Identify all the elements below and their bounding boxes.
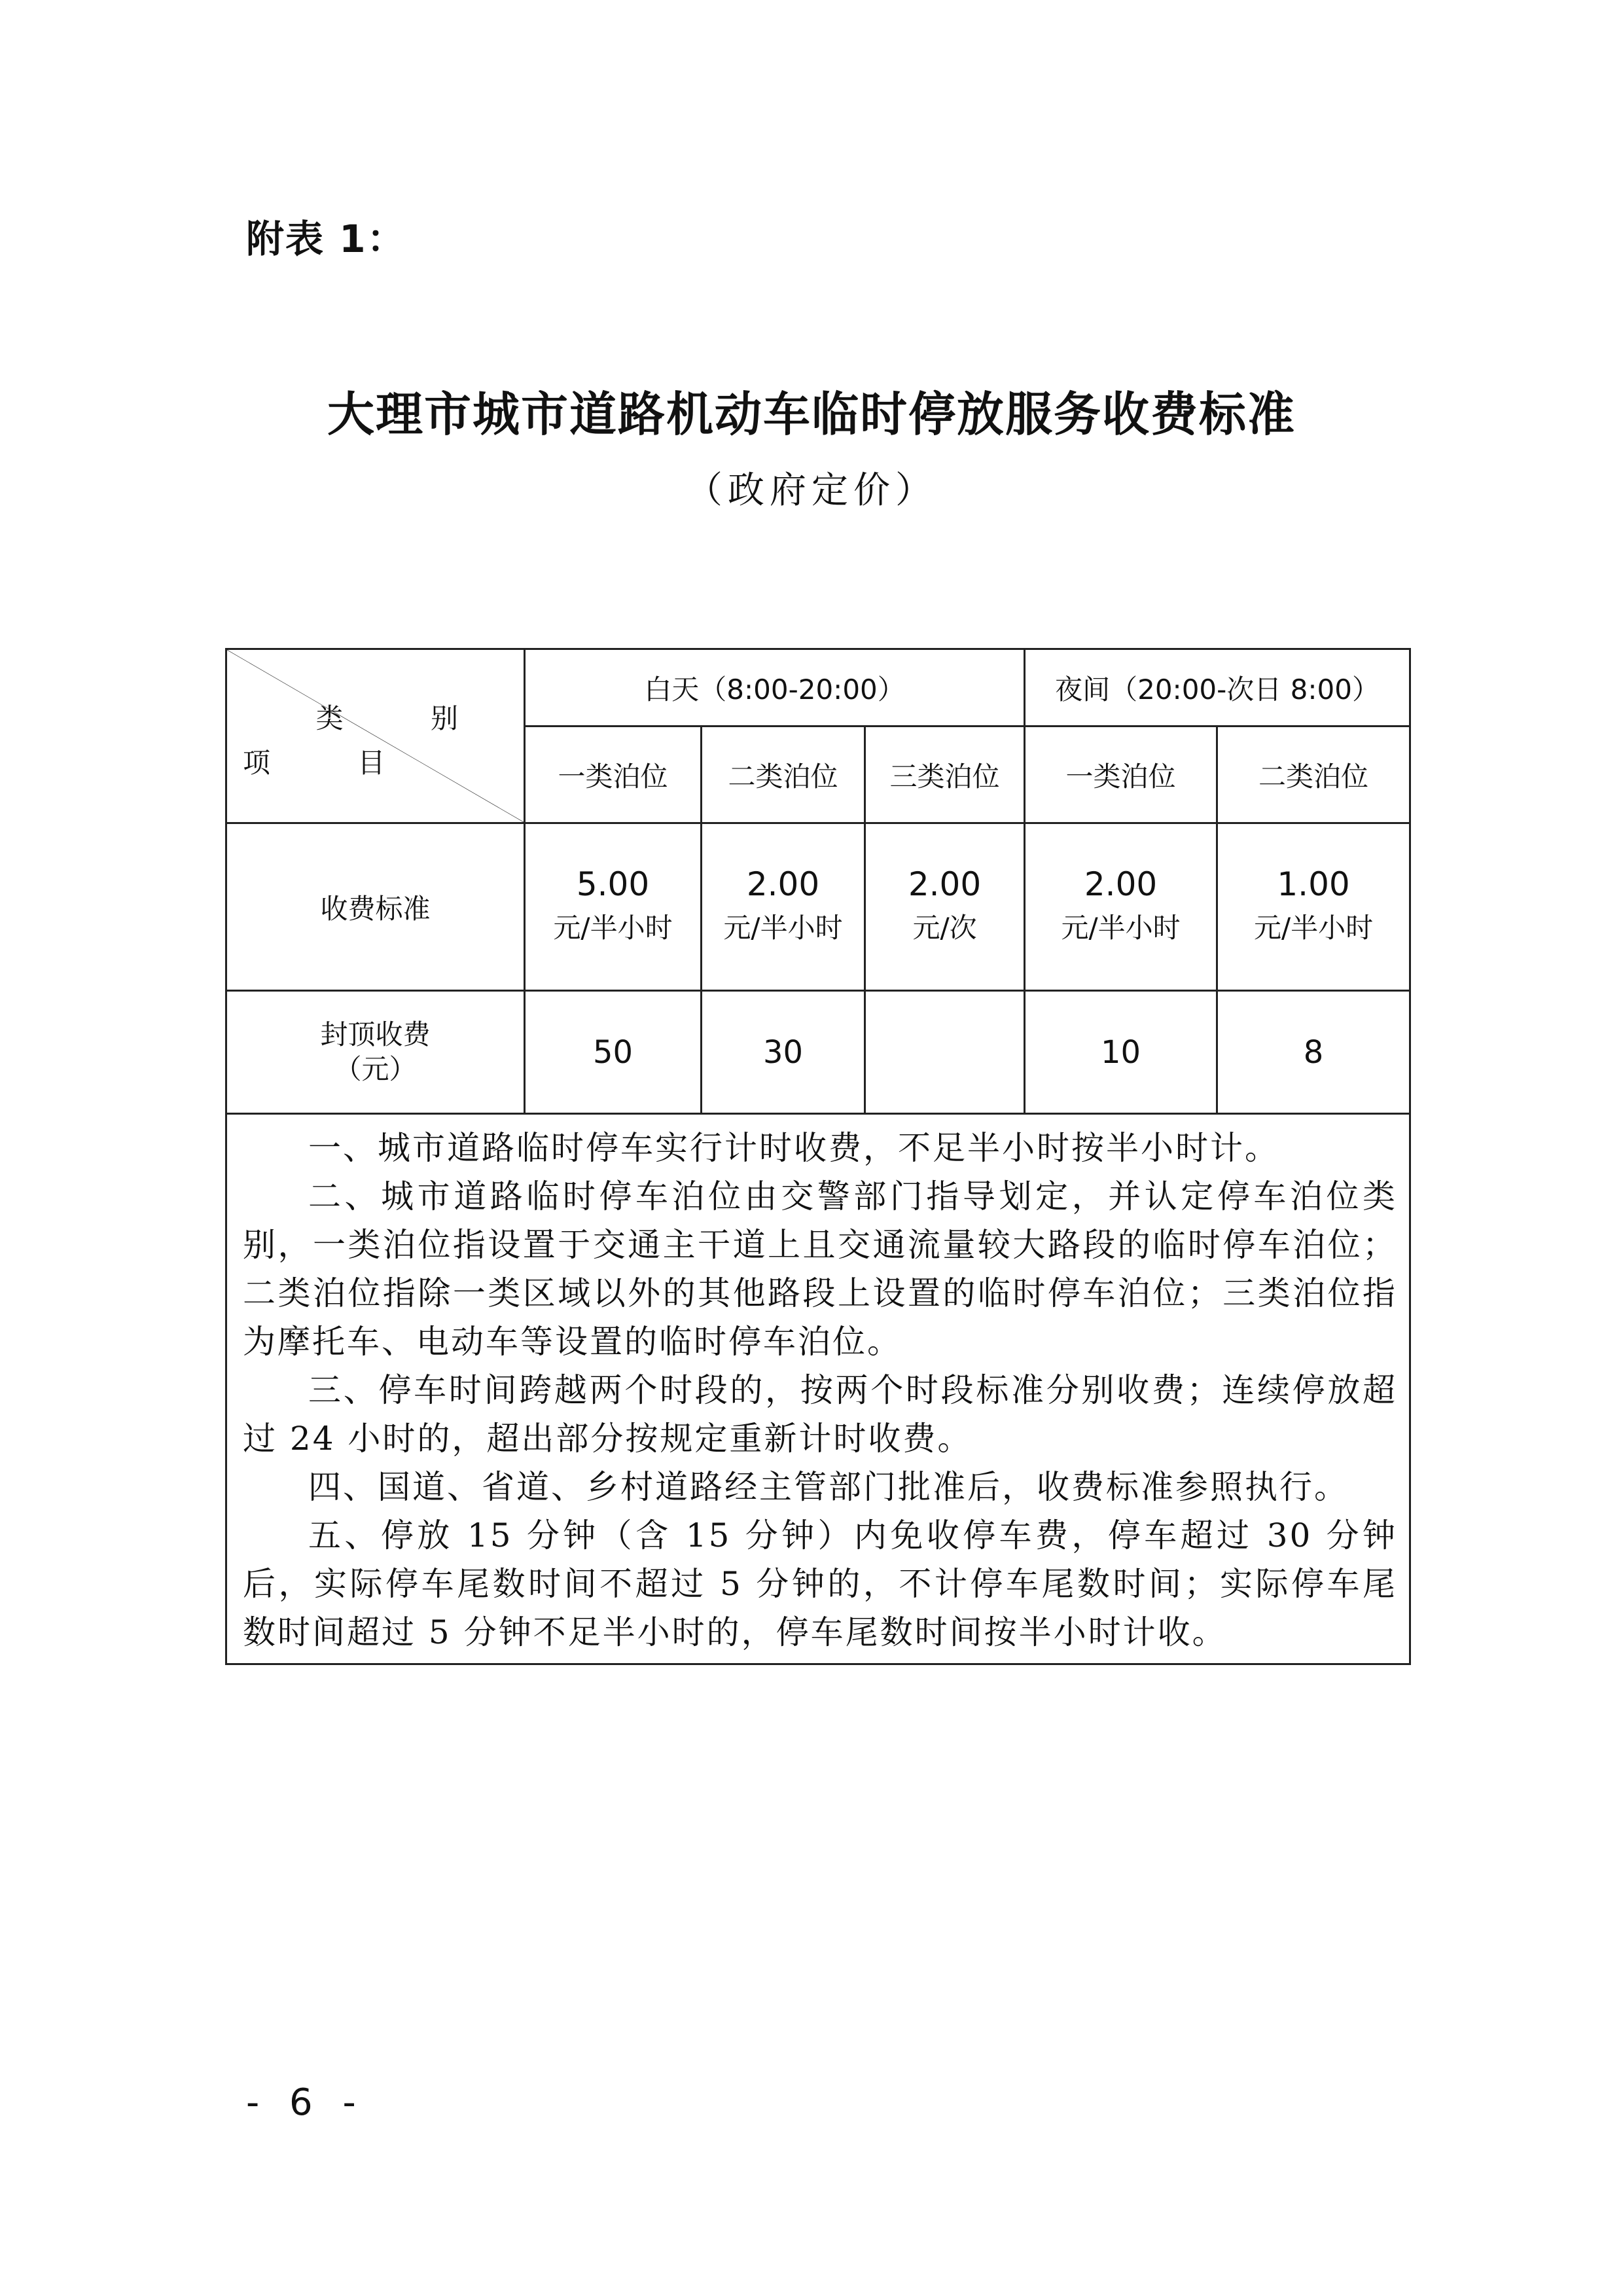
fee-cell: [525, 823, 702, 991]
attachment-label: 附表 1：: [246, 217, 406, 261]
note-paragraph: 五、停放 15 分钟（含 15 分钟）内免收停车费，停车超过 30 分钟后，实际停车尾数时间不超过 5 分钟的，不计停车尾数时间；实际停车尾数时间超过 5 分钟不足半小时的，停车尾数时间按半小时计收。: [243, 1516, 1398, 1651]
cap-cell: 30: [702, 991, 865, 1114]
cap-cell: 8: [1217, 991, 1410, 1114]
column-header: 三类泊位: [865, 726, 1025, 823]
fee-row: [226, 823, 1410, 991]
corner-cell: [226, 649, 525, 823]
cap-label-line1: 封顶收费: [320, 1018, 431, 1050]
notes-row: [226, 1114, 1410, 1664]
cap-row: [226, 991, 1410, 1114]
note-paragraph: 一、城市道路临时停车实行计时收费，不足半小时按半小时计。: [308, 1129, 1279, 1167]
cap-cell: [865, 991, 1025, 1114]
cap-cell: 10: [1025, 991, 1217, 1114]
fee-table: [225, 648, 1411, 1665]
column-header: 一类泊位: [525, 726, 702, 823]
document-subtitle: （政府定价）: [686, 469, 937, 512]
fee-cell: [702, 823, 865, 991]
fee-value: 2.00: [1084, 865, 1158, 904]
corner-item-label: 项 目: [243, 747, 425, 779]
fee-value: 1.00: [1277, 865, 1350, 904]
period-header-row: [226, 649, 1410, 726]
day-period-header: 白天（8:00-20:00）: [525, 649, 1025, 726]
note-paragraph: 二、城市道路临时停车泊位由交警部门指导划定，并认定停车泊位类别，一类泊位指设置于交通主干道上且交通流量较大路段的临时停车泊位；二类泊位指除一类区域以外的其他路段上设置的临时停车泊位；三类泊位指为摩托车、电动车等设置的临时停车泊位。: [243, 1177, 1398, 1361]
fee-unit: 元/半小时: [1061, 912, 1181, 944]
cap-cell: 50: [525, 991, 702, 1114]
column-header: 二类泊位: [1217, 726, 1410, 823]
page-number: - 6 -: [246, 2081, 365, 2124]
fee-value: 2.00: [746, 865, 820, 904]
note-paragraph: 四、国道、省道、乡村道路经主管部门批准后，收费标准参照执行。: [308, 1468, 1349, 1506]
fee-unit: 元/次: [912, 912, 977, 944]
fee-value: 5.00: [576, 865, 650, 904]
fee-unit: 元/半小时: [553, 912, 673, 944]
night-period-header: 夜间（20:00-次日 8:00）: [1025, 649, 1410, 726]
column-header: 一类泊位: [1025, 726, 1217, 823]
note-paragraph: 三、停车时间跨越两个时段的，按两个时段标准分别收费；连续停放超过 24 小时的，超出部分按规定重新计时收费。: [243, 1371, 1398, 1458]
fee-value: 2.00: [908, 865, 982, 904]
document-title: 大理市城市道路机动车临时停放服务收费标准: [327, 386, 1296, 442]
notes-cell: [226, 1114, 1410, 1664]
fee-unit: 元/半小时: [1253, 912, 1374, 944]
fee-row-label: 收费标准: [226, 823, 525, 991]
fee-cell: [865, 823, 1025, 991]
fee-unit: 元/半小时: [723, 912, 843, 944]
column-header: 二类泊位: [702, 726, 865, 823]
cap-label-line2: （元）: [334, 1052, 417, 1085]
corner-category-label: 类 别: [315, 702, 497, 734]
cap-row-label: [226, 991, 525, 1114]
fee-cell: [1025, 823, 1217, 991]
fee-cell: [1217, 823, 1410, 991]
